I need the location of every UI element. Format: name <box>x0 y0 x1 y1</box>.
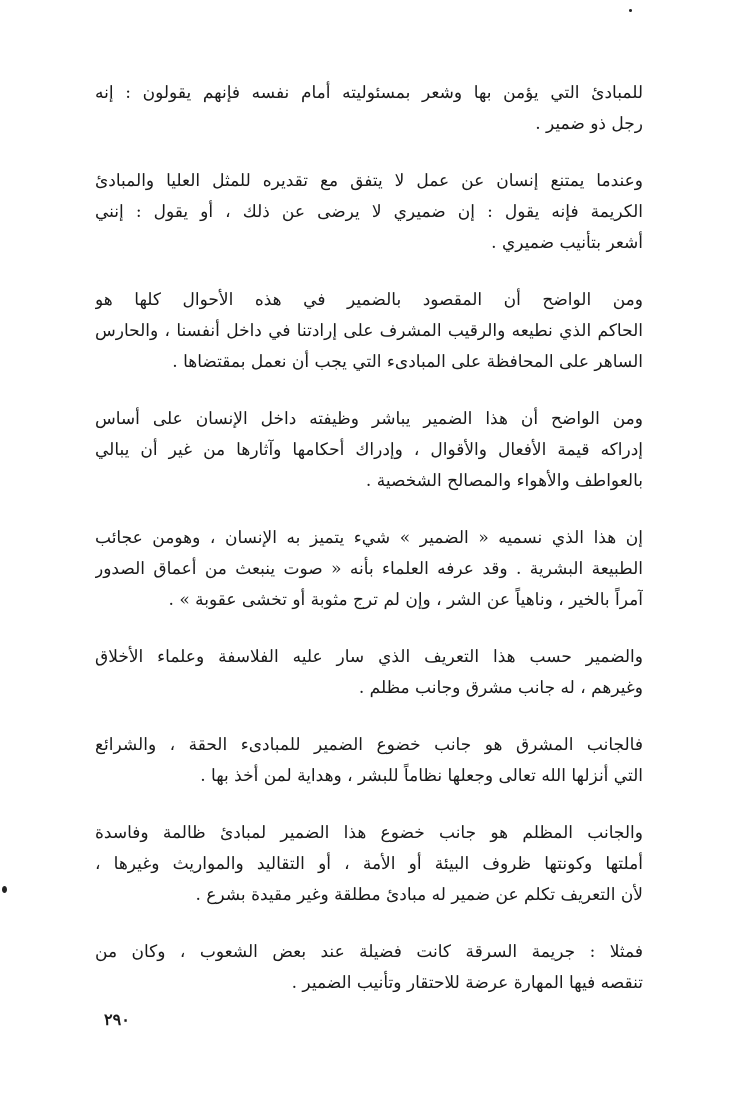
text-line: فالجانب المشرق هو جانب خضوع الضمير للمبادىء الحقة ، والشرائع <box>95 735 643 755</box>
paragraph-6 <box>95 642 643 704</box>
paragraph-4 <box>95 404 643 497</box>
page-body <box>95 78 643 1025</box>
paragraph-7 <box>95 730 643 792</box>
ink-speck <box>2 886 7 893</box>
paragraph-1 <box>95 78 643 140</box>
paragraph-2 <box>95 166 643 259</box>
text-line: الساهر على المحافظة على المبادىء التي يجب أن نعمل بمقتضاها . <box>172 352 643 372</box>
text-line: والضمير حسب هذا التعريف الذي سار عليه الفلاسفة وعلماء الأخلاق <box>95 647 643 667</box>
text-line: لأن التعريف تكلم عن ضمير له مبادئ مطلقة وغير مقيدة بشرع . <box>195 885 643 905</box>
text-line: الحاكم الذي نطيعه والرقيب المشرف على إرادتنا في داخل أنفسنا ، والحارس <box>95 321 643 341</box>
text-line: إن هذا الذي نسميه « الضمير » شيء يتميز به الإنسان ، وهومن عجائب <box>95 528 643 548</box>
text-line: فمثلا : جريمة السرقة كانت فضيلة عند بعض الشعوب ، وكان من <box>95 942 643 962</box>
text-line: أملتها وكونتها ظروف البيئة أو الأمة ، أو التقاليد والمواريث وغيرها ، <box>95 854 643 874</box>
text-line: ومن الواضح أن المقصود بالضمير في هذه الأحوال كلها هو <box>95 290 643 310</box>
paragraph-8 <box>95 818 643 911</box>
text-line: للمبادئ التي يؤمن بها وشعر بمسئوليته أمام نفسه فإنهم يقولون : إنه <box>95 83 643 103</box>
text-line: التي أنزلها الله تعالى وجعلها نظاماً للبشر ، وهداية لمن أخذ بها . <box>200 766 643 786</box>
paragraph-5 <box>95 523 643 616</box>
ink-speck <box>629 9 632 12</box>
text-line: إدراكه قيمة الأفعال والأقوال ، وإدراك أحكامها وآثارها من غير أن يبالي <box>95 440 643 460</box>
text-line: الكريمة فإنه يقول : إن ضميري لا يرضى عن ذلك ، أو يقول : إنني <box>95 202 643 222</box>
text-line: أشعر بتأنيب ضميري . <box>491 233 643 253</box>
text-line: الطبيعة البشرية . وقد عرفه العلماء بأنه « صوت ينبعث من أعماق الصدور <box>95 559 643 579</box>
text-line: آمراً بالخير ، وناهياً عن الشر ، وإن لم ترج مثوبة أو تخشى عقوبة » . <box>168 590 643 610</box>
paragraph-3 <box>95 285 643 378</box>
text-line: رجل ذو ضمير . <box>535 114 643 134</box>
page-number: ٢٩٠ <box>104 1010 130 1029</box>
text-line: تنقصه فيها المهارة عرضة للاحتقار وتأنيب الضمير . <box>291 973 643 993</box>
text-line: وغيرهم ، له جانب مشرق وجانب مظلم . <box>358 678 643 698</box>
text-line: وعندما يمتنع إنسان عن عمل لا يتفق مع تقديره للمثل العليا والمبادئ <box>95 171 643 191</box>
text-line: ومن الواضح أن هذا الضمير يباشر وظيفته داخل الإنسان على أساس <box>95 409 643 429</box>
text-line: والجانب المظلم هو جانب خضوع هذا الضمير لمبادئ ظالمة وفاسدة <box>95 823 643 843</box>
text-line: بالعواطف والأهواء والمصالح الشخصية . <box>365 471 643 491</box>
paragraph-9 <box>95 937 643 999</box>
